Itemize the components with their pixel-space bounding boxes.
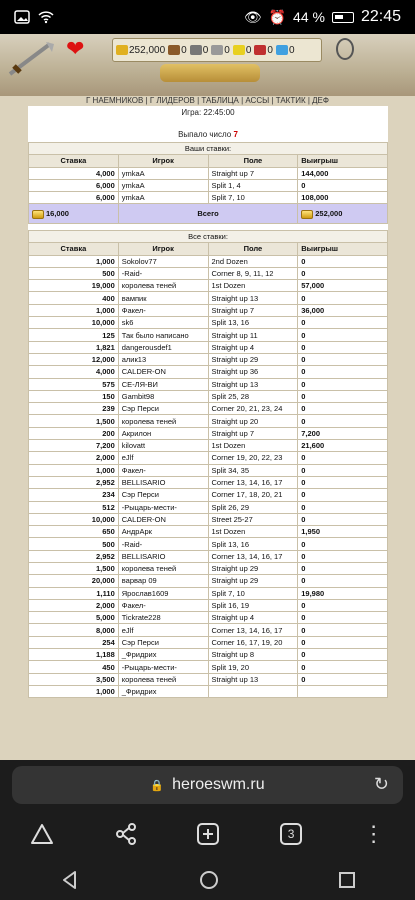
field-cell: Straight up 4 — [208, 341, 298, 353]
share-icon[interactable] — [115, 823, 137, 845]
bet-cell: 1,000 — [29, 255, 119, 267]
table-row — [29, 464, 388, 476]
player-cell[interactable]: -Рыцарь-мести- — [118, 501, 208, 513]
table-row — [29, 317, 388, 329]
field-cell: Corner 17, 18, 20, 21 — [208, 489, 298, 501]
bet-cell: 650 — [29, 526, 119, 538]
new-tab-icon[interactable] — [197, 823, 219, 845]
win-cell: 0 — [298, 403, 388, 415]
bet-cell: 1,000 — [29, 685, 119, 697]
table-row — [29, 550, 388, 562]
field-cell: Corner 8, 9, 11, 12 — [208, 267, 298, 279]
win-cell: 0 — [298, 390, 388, 402]
resource-value: 0 — [288, 44, 295, 56]
win-cell: 19,980 — [298, 587, 388, 599]
win-cell: 0 — [298, 673, 388, 685]
your-bets-title: Ваши ставки: — [29, 143, 388, 155]
player-cell[interactable]: Сэр Перси — [118, 636, 208, 648]
bet-cell: 5,000 — [29, 612, 119, 624]
bet-cell: 8,000 — [29, 624, 119, 636]
back-icon[interactable] — [60, 870, 80, 890]
bet-cell: 1,110 — [29, 587, 119, 599]
table-row — [29, 179, 388, 191]
field-cell: Corner 13, 14, 16, 17 — [208, 476, 298, 488]
bet-cell: 2,952 — [29, 550, 119, 562]
player-cell[interactable]: ymkaA — [118, 179, 208, 191]
win-cell: 0 — [298, 179, 388, 191]
field-cell: Split 7, 10 — [208, 587, 298, 599]
game-time: Игра: 22:45:00 — [181, 108, 235, 117]
field-cell: Split 13, 16 — [208, 538, 298, 550]
result-number: 7 — [233, 130, 238, 139]
result-label: Выпало число — [178, 130, 232, 139]
bet-cell: 239 — [29, 403, 119, 415]
table-row — [29, 403, 388, 415]
player-cell[interactable]: eJlf — [118, 624, 208, 636]
bet-cell: 10,000 — [29, 513, 119, 525]
player-cell[interactable]: CALDER-ON — [118, 513, 208, 525]
resource-value: 0 — [202, 44, 209, 56]
resources-bar — [112, 38, 322, 62]
total-bet: 16,000 — [46, 209, 69, 219]
win-cell: 57,000 — [298, 280, 388, 292]
table-row — [29, 267, 388, 279]
all-bets-title: Все ставки: — [29, 230, 388, 242]
alarm-icon: ⏰ — [268, 8, 287, 25]
resource-item — [254, 45, 273, 56]
player-cell[interactable]: dangerousdef1 — [118, 341, 208, 353]
table-row — [29, 661, 388, 673]
bet-cell: 1,000 — [29, 304, 119, 316]
col-player: Игрок — [118, 243, 208, 255]
win-cell: 0 — [298, 661, 388, 673]
bet-cell: 2,000 — [29, 599, 119, 611]
bet-cell: 575 — [29, 378, 119, 390]
col-field: Поле — [208, 243, 298, 255]
field-cell: Straight up 7 — [208, 304, 298, 316]
col-player: Игрок — [118, 155, 208, 167]
player-cell[interactable]: СЕ-ЛЯ-ВИ — [118, 378, 208, 390]
table-row — [29, 329, 388, 341]
total-row — [29, 204, 388, 224]
player-cell[interactable]: -Raid- — [118, 267, 208, 279]
win-cell: 0 — [298, 415, 388, 427]
resource-value: 0 — [181, 44, 187, 56]
resource-item — [116, 45, 165, 56]
win-cell: 144,000 — [298, 167, 388, 179]
result-line — [28, 128, 388, 142]
win-cell: 0 — [298, 489, 388, 501]
field-cell: Straight up 20 — [208, 415, 298, 427]
gem-icon — [276, 45, 288, 55]
bet-cell: 20,000 — [29, 575, 119, 587]
player-cell[interactable]: kilovatt — [118, 440, 208, 452]
player-cell[interactable]: варвар 09 — [118, 575, 208, 587]
win-cell: 108,000 — [298, 192, 388, 204]
player-cell[interactable]: алик13 — [118, 353, 208, 365]
field-cell: Corner 19, 20, 22, 23 — [208, 452, 298, 464]
table-row — [29, 476, 388, 488]
field-cell: Split 1, 4 — [208, 179, 298, 191]
player-cell[interactable]: ymkaA — [118, 167, 208, 179]
win-cell — [298, 685, 388, 697]
table-row — [29, 575, 388, 587]
field-cell: Split 34, 35 — [208, 464, 298, 476]
win-cell: 0 — [298, 599, 388, 611]
table-row — [29, 599, 388, 611]
win-cell: 7,200 — [298, 427, 388, 439]
field-cell: Corner 16, 17, 19, 20 — [208, 636, 298, 648]
table-row — [29, 427, 388, 439]
player-cell[interactable]: королева теней — [118, 563, 208, 575]
wood-icon — [168, 45, 180, 55]
win-cell: 0 — [298, 476, 388, 488]
total-win-cell — [298, 204, 388, 224]
table-row — [29, 440, 388, 452]
table-row — [29, 636, 388, 648]
field-cell: Split 19, 20 — [208, 661, 298, 673]
player-cell[interactable]: eJlf — [118, 452, 208, 464]
gallery-icon — [14, 10, 30, 24]
bet-cell: 6,000 — [29, 192, 119, 204]
field-cell: Straight up 29 — [208, 563, 298, 575]
bet-cell: 1,500 — [29, 415, 119, 427]
col-win: Выигрыш — [298, 243, 388, 255]
field-cell: Split 25, 28 — [208, 390, 298, 402]
field-cell: Split 26, 29 — [208, 501, 298, 513]
bet-cell: 500 — [29, 538, 119, 550]
bet-cell: 234 — [29, 489, 119, 501]
bet-cell: 125 — [29, 329, 119, 341]
table-row — [29, 612, 388, 624]
field-cell: Straight up 29 — [208, 575, 298, 587]
field-cell: Split 16, 19 — [208, 599, 298, 611]
table-row — [29, 489, 388, 501]
crystal-icon — [254, 45, 266, 55]
player-cell[interactable]: Сэр Перси — [118, 489, 208, 501]
bet-cell: 200 — [29, 427, 119, 439]
player-cell[interactable]: CALDER-ON — [118, 366, 208, 378]
bet-cell: 150 — [29, 390, 119, 402]
player-cell[interactable]: Факел- — [118, 464, 208, 476]
gold-icon — [301, 210, 313, 219]
table-row — [29, 415, 388, 427]
bet-cell: 400 — [29, 292, 119, 304]
table-row — [29, 587, 388, 599]
player-cell[interactable]: Ярослав1609 — [118, 587, 208, 599]
bet-cell: 450 — [29, 661, 119, 673]
table-row — [29, 255, 388, 267]
win-cell: 0 — [298, 636, 388, 648]
bet-cell: 19,000 — [29, 280, 119, 292]
win-cell: 0 — [298, 292, 388, 304]
ring-icon[interactable] — [336, 38, 354, 60]
table-row — [29, 563, 388, 575]
bet-cell: 6,000 — [29, 179, 119, 191]
field-cell: Straight up 7 — [208, 427, 298, 439]
battery-percent: 44 % — [293, 9, 325, 25]
bet-cell: 512 — [29, 501, 119, 513]
sulfur-icon — [233, 45, 245, 55]
all-bets-table — [28, 230, 388, 698]
win-cell: 0 — [298, 624, 388, 636]
table-row — [29, 501, 388, 513]
player-cell[interactable]: _Фридрих — [118, 649, 208, 661]
bet-cell: 2,000 — [29, 452, 119, 464]
lock-icon: 🔒 — [150, 779, 165, 792]
resource-item — [233, 45, 252, 56]
table-row — [29, 366, 388, 378]
player-cell[interactable]: Акрилон — [118, 427, 208, 439]
bet-cell: 1,000 — [29, 464, 119, 476]
table-row — [29, 513, 388, 525]
win-cell: 0 — [298, 612, 388, 624]
header-ornament — [160, 64, 260, 82]
bet-cell: 1,500 — [29, 563, 119, 575]
roulette-results-panel — [28, 106, 388, 698]
browser-chrome — [0, 760, 415, 900]
player-cell[interactable]: ymkaA — [118, 192, 208, 204]
player-cell[interactable]: Sokolov77 — [118, 255, 208, 267]
player-cell[interactable]: королева теней — [118, 280, 208, 292]
gold-icon — [32, 210, 44, 219]
win-cell: 0 — [298, 563, 388, 575]
player-cell[interactable]: BELLISARIO — [118, 550, 208, 562]
resource-value: 0 — [267, 44, 273, 56]
win-cell: 36,000 — [298, 304, 388, 316]
field-cell: Corner 20, 21, 23, 24 — [208, 403, 298, 415]
health-heart-icon[interactable]: ❤ — [66, 36, 85, 61]
win-cell: 0 — [298, 366, 388, 378]
win-cell: 0 — [298, 267, 388, 279]
gold-icon — [116, 45, 128, 55]
table-row — [29, 353, 388, 365]
eye-comfort-icon: 👁 — [243, 8, 262, 25]
bet-cell: 1,821 — [29, 341, 119, 353]
table-row — [29, 304, 388, 316]
field-cell: Straight up 7 — [208, 167, 298, 179]
field-cell — [208, 685, 298, 697]
table-row — [29, 378, 388, 390]
table-row — [29, 390, 388, 402]
field-cell: 1st Dozen — [208, 526, 298, 538]
field-cell: Split 7, 10 — [208, 192, 298, 204]
wifi-icon — [38, 10, 54, 24]
resource-item — [190, 45, 209, 56]
field-cell: Straight up 13 — [208, 378, 298, 390]
table-row — [29, 526, 388, 538]
bet-cell: 500 — [29, 267, 119, 279]
player-cell[interactable]: Факел- — [118, 599, 208, 611]
game-header — [0, 34, 415, 96]
resource-item — [211, 45, 230, 56]
field-cell: Split 13, 16 — [208, 317, 298, 329]
resource-item — [276, 45, 295, 56]
table-row — [29, 685, 388, 697]
field-cell: Street 25-27 — [208, 513, 298, 525]
field-cell: Straight up 13 — [208, 292, 298, 304]
win-cell: 1,950 — [298, 526, 388, 538]
browser-toolbar — [0, 814, 415, 854]
player-cell[interactable]: Сэр Перси — [118, 403, 208, 415]
menu-icon[interactable]: ⋮ — [362, 821, 385, 846]
battery-icon — [332, 12, 354, 23]
table-row — [29, 452, 388, 464]
your-bets-table — [28, 142, 388, 230]
field-cell: Straight up 11 — [208, 329, 298, 341]
bet-cell: 254 — [29, 636, 119, 648]
home-triangle-icon[interactable] — [30, 823, 54, 845]
win-cell: 0 — [298, 550, 388, 562]
win-cell: 0 — [298, 501, 388, 513]
address-bar[interactable] — [12, 766, 403, 804]
player-cell[interactable]: BELLISARIO — [118, 476, 208, 488]
home-icon[interactable] — [199, 870, 219, 890]
player-cell[interactable]: _Фридрих — [118, 685, 208, 697]
col-win: Выигрыш — [298, 155, 388, 167]
resource-value: 0 — [245, 44, 252, 56]
table-row — [29, 167, 388, 179]
resource-value: 252,000 — [129, 44, 166, 56]
bet-cell: 3,500 — [29, 673, 119, 685]
mercury-icon — [211, 45, 223, 55]
url-text[interactable]: heroeswm.ru — [172, 776, 265, 793]
ore-icon — [190, 45, 202, 55]
field-cell: Straight up 13 — [208, 673, 298, 685]
player-cell[interactable]: Факел- — [118, 304, 208, 316]
table-row — [29, 292, 388, 304]
table-row — [29, 624, 388, 636]
roulette-page — [0, 96, 415, 760]
status-bar — [0, 0, 415, 34]
bet-cell: 4,000 — [29, 366, 119, 378]
win-cell: 0 — [298, 378, 388, 390]
clock: 22:45 — [360, 8, 401, 25]
field-cell: 1st Dozen — [208, 280, 298, 292]
total-win: 252,000 — [315, 209, 343, 219]
recents-icon[interactable] — [338, 871, 356, 889]
guild-links[interactable]: Г НАЕМНИКОВ | Г ЛИДЕРОВ | ТАБЛИЦА | АССЫ | ТАКТИК | ДЕФ — [86, 96, 329, 105]
table-row — [29, 192, 388, 204]
player-cell[interactable]: королева теней — [118, 673, 208, 685]
player-cell[interactable]: вампик — [118, 292, 208, 304]
resource-value: 0 — [224, 44, 230, 56]
player-cell[interactable]: sk6 — [118, 317, 208, 329]
tab-count-button[interactable]: 3 — [280, 823, 302, 845]
reload-icon[interactable]: ↻ — [373, 774, 389, 794]
win-cell: 0 — [298, 255, 388, 267]
win-cell: 0 — [298, 329, 388, 341]
win-cell: 0 — [298, 513, 388, 525]
field-cell: Straight up 29 — [208, 353, 298, 365]
bet-cell: 4,000 — [29, 167, 119, 179]
win-cell: 21,600 — [298, 440, 388, 452]
player-cell[interactable]: -Raid- — [118, 538, 208, 550]
field-cell: Straight up 4 — [208, 612, 298, 624]
sword-icon[interactable] — [6, 38, 60, 78]
bet-cell: 12,000 — [29, 353, 119, 365]
win-cell: 0 — [298, 452, 388, 464]
field-cell: Straight up 8 — [208, 649, 298, 661]
bet-cell: 10,000 — [29, 317, 119, 329]
total-bet-cell — [29, 204, 119, 224]
table-row — [29, 280, 388, 292]
field-cell: Straight up 36 — [208, 366, 298, 378]
field-cell: Corner 13, 14, 16, 17 — [208, 624, 298, 636]
col-bet: Ставка — [29, 155, 119, 167]
bet-cell: 2,952 — [29, 476, 119, 488]
player-cell[interactable]: Tickrate228 — [118, 612, 208, 624]
table-row — [29, 538, 388, 550]
win-cell: 0 — [298, 341, 388, 353]
total-label: Всего — [118, 204, 298, 224]
win-cell: 0 — [298, 538, 388, 550]
win-cell: 0 — [298, 317, 388, 329]
win-cell: 0 — [298, 649, 388, 661]
field-cell: 1st Dozen — [208, 440, 298, 452]
win-cell: 0 — [298, 353, 388, 365]
win-cell: 0 — [298, 575, 388, 587]
table-row — [29, 341, 388, 353]
table-row — [29, 673, 388, 685]
table-row — [29, 649, 388, 661]
player-cell[interactable]: -Рыцарь-мести- — [118, 661, 208, 673]
win-cell: 0 — [298, 464, 388, 476]
system-nav-bar — [0, 860, 415, 900]
resource-item — [168, 45, 187, 56]
bet-cell: 7,200 — [29, 440, 119, 452]
player-cell[interactable]: королева теней — [118, 415, 208, 427]
col-field: Поле — [208, 155, 298, 167]
col-bet: Ставка — [29, 243, 119, 255]
field-cell: 2nd Dozen — [208, 255, 298, 267]
player-cell[interactable]: АндрАрк — [118, 526, 208, 538]
player-cell[interactable]: Так было написано — [118, 329, 208, 341]
bet-cell: 1,188 — [29, 649, 119, 661]
field-cell: Corner 13, 14, 16, 17 — [208, 550, 298, 562]
player-cell[interactable]: Gambit98 — [118, 390, 208, 402]
